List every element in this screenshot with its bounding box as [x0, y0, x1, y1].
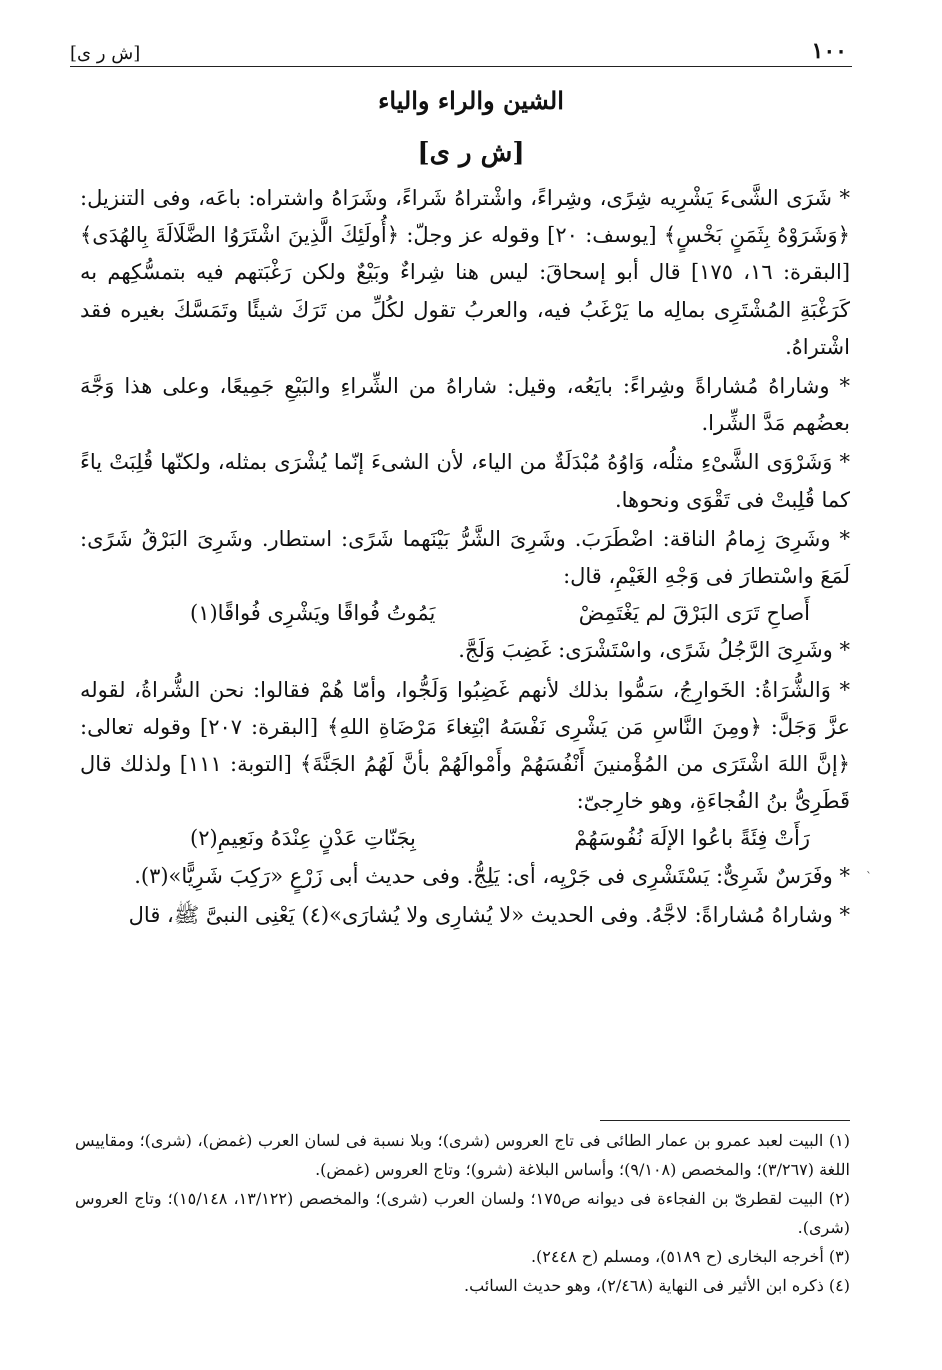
entry-paragraph: * وفَرَسٌ شَرِىٌّ: يَسْتَشْرِى فى جَرْيِه، أى: يَلِجُّ. وفى حديث أبى زَرْعٍ «رَكِبَ شَرِيًّا»(٣).: [134, 863, 850, 888]
verse-hemistich-first: رَأَتْ فِئَةً باعُوا الإلَهَ نُفُوسَهُمْ: [574, 826, 810, 851]
footnotes: [75, 1126, 850, 1300]
entry-paragraph: * وشَرِىَ زِمامُ الناقة: اضْطَرَبَ. وشَرِىَ الشَّرُّ بَيْنَهما شَرًى: استطار. وشَرِىَ البَرْقُ شَرًى: لَمَعَ واسْتطارَ فى وَجْهِ الغَيْمِ، قال:: [80, 526, 850, 589]
header-rule: [70, 66, 852, 67]
verse-hemistich-second: بِجَنّاتِ عَدْنٍ عِنْدَهُ ونَعِيمِ(٢): [190, 826, 416, 851]
entry-body: [80, 180, 850, 934]
entry-paragraph: * وشاراهُ مُشاراةً وشِراءً: بايَعُه، وقيل: شاراهُ من الشِّراءِ والبَيْعِ جَمِيعًا، وعلى هذا وَجَّهَ بعضُهم مَدَّ الشِّرا.: [80, 374, 850, 436]
entry-paragraph: * وَشَرْوَى الشَّىْءِ مثلُه، وَاوُهُ مُبْدَلَةٌ من الياء، لأن الشىءَ إنّما يُشْرَى بمثله، ولكنّها قُلِبَتْ ياءً كما قُلِبتْ فى تَقْوَى ونحوها.: [80, 450, 850, 512]
verse-hemistich-second: يَمُوتُ فُواقًا ويَشْرِى فُواقًا(١): [190, 601, 436, 626]
poetry-verse: [80, 595, 850, 632]
entry-paragraph: * وشاراهُ مُشاراةً: لاجَّهُ. وفى الحديث «لا يُشارِى ولا يُشارَى»(٤) يَعْنِى النبىَّ ﷺ، قال: [128, 902, 850, 927]
entry-paragraph: * وشَرِىَ الرَّجُلُ شَرًى، واسْتَشْرَى: غَضِبَ وَلَجَّ.: [458, 638, 850, 663]
footnote: (٣) أخرجه البخارى (ح ٥١٨٩)، ومسلم (ح ٢٤٤٨).: [530, 1247, 850, 1266]
entry-paragraph: * شَرَى الشَّىءَ يَشْرِيه شِرًى، وشِراءً، واشْتراهُ شَراءً، وشَرَاهُ واشتراه: باعَه، وفى التنزيل: ﴿وَشَرَوْهُ بِثَمَنٍ بَخْسٍ﴾ [يوسف: ٢٠] وقوله عز وجلّ: ﴿أُولَئِكَ الَّذِينَ اشْتَرَوُا الضَّلَالَةَ بِالهُدَى﴾ [البقرة: ١٦، ١٧٥] قال أبو إسحاقَ: ليس هنا شِراءٌ وبَيْعٌ ولكن رَغْبَتهم فيه بتمسُّكِهم به كَرَغْبَةِ المُشْتَرِى بمالِه ما يَرْغَبُ فيه، والعربُ تقول لكُلِّ من تَرَكَ شيئًا وتَمَسَّكَ بغيره فقد اشْتراهُ.: [80, 186, 851, 359]
root-heading: [ش ر ى]: [417, 138, 525, 168]
poetry-verse: [80, 820, 850, 857]
running-head: [70, 30, 847, 64]
running-head-root: [ش ر ى]: [70, 43, 141, 64]
footnote-rule: [600, 1120, 850, 1121]
scan-mark: ˋ: [866, 870, 872, 884]
footnote: (٢) البيت لقطرىّ بن الفجاءة فى ديوانه ص١٧٥؛ ولسان العرب (شرى)؛ والمخصص (١٣/١٢٢، ١٥/١٤٨)؛ وتاج العروس (شرى).: [75, 1189, 851, 1237]
verse-hemistich-first: أَصاحِ تَرَى البَرْقَ لم يَغْتَمِضْ: [578, 601, 810, 626]
page-number: ١٠٠: [811, 38, 847, 64]
footnote: (١) البيت لعبد عمرو بن عمار الطائى فى تاج العروس (شرى)؛ وبلا نسبة فى لسان العرب (غمض)، (شرى)؛ ومقاييس اللغة (٣/٢٦٧)؛ والمخصص (٩/١٠٨)؛ وأساس البلاغة (شرو)؛ وتاج العروس (غمض).: [75, 1131, 850, 1179]
entry-paragraph: * وَالشُّرَاةُ: الخَوارِجُ، سَمُّوا بذلك لأنهم غَضِبُوا وَلَجُّوا، وأمّا هُمْ فقالوا: نحن الشُّراةُ، لقوله عزَّ وَجَلَّ: ﴿ومِنَ النَّاسِ مَن يَشْرِى نَفْسَهُ ابْتِغاءَ مَرْضَاةِ اللهِ﴾ [البقرة: ٢٠٧] وقوله تعالى: ﴿إنَّ اللهَ اشْتَرَى من المُؤْمنينَ أَنْفُسَهُمْ وأَمْوالَهُمْ بأنَّ لَهُمُ الجَنَّةَ﴾ [التوبة: ١١١] ولذلك قال قَطَرِىُّ بنُ الفُجاءَةِ، وهو خارِجىّ:: [80, 677, 850, 814]
section-title: الشين والراء والياء: [378, 86, 564, 115]
footnote: (٤) ذكره ابن الأثير فى النهاية (٢/٤٦٨)، وهو حديث السائب.: [464, 1276, 850, 1295]
